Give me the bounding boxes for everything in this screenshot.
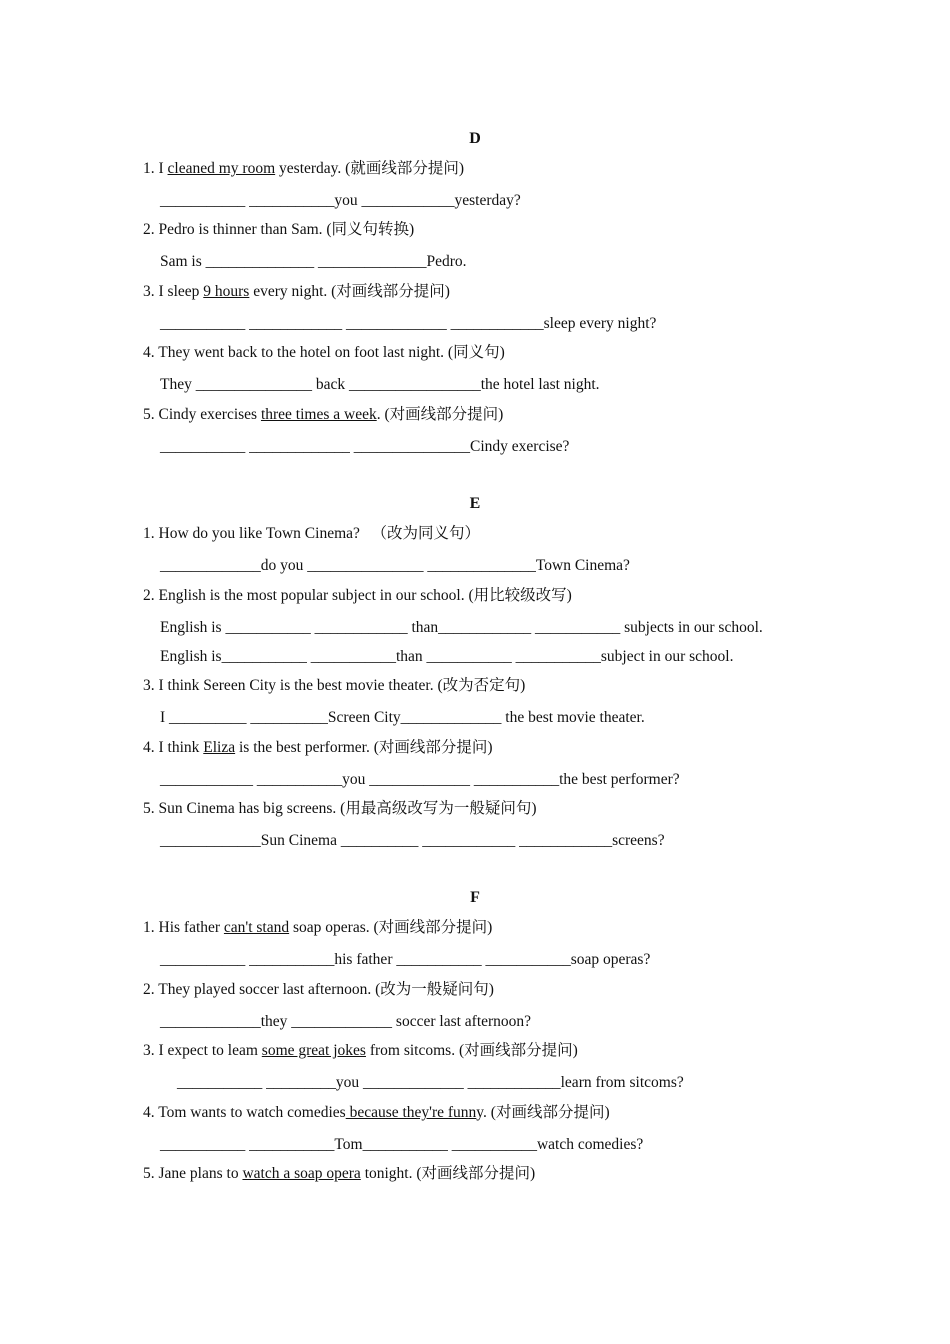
question-d3 <box>143 282 450 302</box>
question-text-end: soap operas. (对画线部分提问) <box>289 919 493 936</box>
question-number: 3. <box>143 1042 155 1059</box>
underlined-phrase: 9 hours <box>203 283 250 300</box>
question-d5 <box>143 405 503 425</box>
underlined-phrase: some great jokes <box>261 1042 366 1059</box>
question-d2 <box>143 220 414 240</box>
question-number: 5. <box>143 406 155 423</box>
question-text: English is the most popular subject in our school. (用比较级改写) <box>158 587 572 604</box>
answer-line-d2: Sam is ______________ ______________Pedro. <box>160 253 467 270</box>
answer-line-e4: ____________ ___________you _____________ ___________the best performer? <box>160 771 680 788</box>
question-text: Cindy exercises <box>158 406 261 423</box>
question-text: Jane plans to <box>158 1165 243 1182</box>
question-f5 <box>143 1164 535 1184</box>
answer-line-f4: ___________ ___________Tom___________ ___________watch comedies? <box>160 1136 644 1153</box>
section-heading-f: F <box>470 889 480 906</box>
question-number: 4. <box>143 344 155 361</box>
question-number: 3. <box>143 283 155 300</box>
question-text-end: . (对画线部分提问) <box>376 406 504 423</box>
question-text-end: from sitcoms. (对画线部分提问) <box>365 1042 578 1059</box>
question-d4 <box>143 343 505 363</box>
underlined-phrase: three times a week <box>260 406 377 423</box>
answer-line-f3: ___________ _________you _____________ ____________learn from sitcoms? <box>177 1074 684 1091</box>
underlined-phrase: because they're funn <box>345 1104 477 1121</box>
section-heading-d: D <box>469 130 481 147</box>
answer-line-d3: ___________ ____________ _____________ ____________sleep every night? <box>160 315 657 332</box>
question-number: 2. <box>143 221 155 238</box>
question-number: 3. <box>143 677 155 694</box>
question-text: I expect to leam <box>158 1042 262 1059</box>
question-number: 2. <box>143 587 155 604</box>
question-number: 4. <box>143 1104 155 1121</box>
question-f4 <box>143 1103 610 1123</box>
answer-line-d5: ___________ _____________ _______________Cindy exercise? <box>160 438 570 455</box>
question-text: I think <box>158 739 204 756</box>
question-number: 1. <box>143 919 155 936</box>
question-text: Tom wants to watch comedies <box>158 1104 346 1121</box>
answer-line-e2a: English is ___________ ____________ than____________ ___________ subjects in our school. <box>160 619 763 636</box>
question-text-end: is the best performer. (对画线部分提问) <box>235 739 493 756</box>
question-text-end: tonight. (对画线部分提问) <box>360 1165 536 1182</box>
question-d1 <box>143 159 464 179</box>
answer-line-e5: _____________Sun Cinema __________ ____________ ____________screens? <box>160 832 665 849</box>
answer-line-e1: _____________do you _______________ ______________Town Cinema? <box>160 557 630 574</box>
question-text: Pedro is thinner than Sam. (同义句转换) <box>158 221 415 238</box>
answer-line-f1: ___________ ___________his father ___________ ___________soap operas? <box>160 951 651 968</box>
question-e5 <box>143 799 537 819</box>
question-f3 <box>143 1041 578 1061</box>
question-e2 <box>143 586 572 606</box>
question-f2 <box>143 980 494 1000</box>
underlined-phrase: cleaned my room <box>167 160 276 177</box>
question-f1 <box>143 918 492 938</box>
question-e4 <box>143 738 493 758</box>
question-text-end: every night. (对画线部分提问) <box>249 283 450 300</box>
answer-line-f2: _____________they _____________ soccer last afternoon? <box>160 1013 532 1030</box>
question-text: I <box>158 160 168 177</box>
section-heading-e: E <box>469 495 481 512</box>
answer-line-d4: They _______________ back _________________the hotel last night. <box>160 376 600 393</box>
question-number: 1. <box>143 525 155 542</box>
question-e3 <box>143 676 525 696</box>
answer-line-e2b: English is___________ ___________than ___________ ___________subject in our school. <box>160 648 734 665</box>
question-text: Sun Cinema has big screens. (用最高级改写为一般疑问句) <box>158 800 537 817</box>
underlined-phrase: can't stand <box>223 919 290 936</box>
question-e1 <box>143 524 480 544</box>
question-number: 1. <box>143 160 155 177</box>
question-text: How do you like Town Cinema? （改为同义句） <box>158 525 481 542</box>
answer-line-e3: I __________ __________Screen City_____________ the best movie theater. <box>160 709 645 726</box>
question-text: They played soccer last afternoon. (改为一般疑问句) <box>158 981 494 998</box>
question-number: 4. <box>143 739 155 756</box>
question-text: I think Sereen City is the best movie theater. (改为否定句) <box>158 677 526 694</box>
question-text: I sleep <box>158 283 204 300</box>
question-number: 5. <box>143 800 155 817</box>
question-number: 2. <box>143 981 155 998</box>
question-text: They went back to the hotel on foot last night. (同义句) <box>158 344 505 361</box>
question-number: 5. <box>143 1165 155 1182</box>
question-text-end: yesterday. (就画线部分提问) <box>275 160 464 177</box>
underlined-phrase: Eliza <box>203 739 236 756</box>
underlined-phrase: watch a soap opera <box>242 1165 361 1182</box>
question-text-end: y. (对画线部分提问) <box>476 1104 610 1121</box>
answer-line-d1: ___________ ___________you ____________yesterday? <box>160 192 521 209</box>
question-text: His father <box>158 919 224 936</box>
